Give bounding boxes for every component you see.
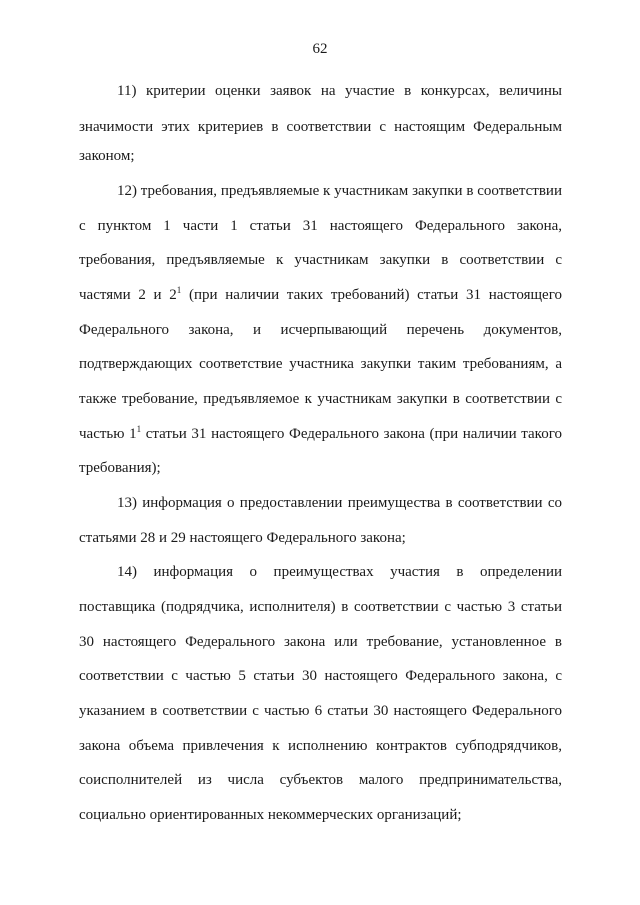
text-segment: статьи 31 настоящего Федерального закона (при наличии такого xyxy=(141,426,562,442)
text-segment: (при наличии таких требований) статьи 31 настоящего xyxy=(181,287,562,303)
text-line: 14) информация о преимуществах участия в определении xyxy=(117,564,562,580)
text-line: 13) информация о предоставлении преимущества в соответствии со xyxy=(117,495,562,511)
text-line: также требование, предъявляемое к участникам закупки в соответствии с xyxy=(79,391,562,407)
text-line: соответствии с частью 5 статьи 30 настоящего Федерального закона, с xyxy=(79,668,562,684)
superscript: 1 xyxy=(176,285,182,295)
text-line-with-superscript xyxy=(79,424,562,444)
text-line-with-superscript xyxy=(79,285,562,305)
text-segment: частями 2 и 2 xyxy=(79,287,177,303)
text-line: Федерального закона, и исчерпывающий перечень документов, xyxy=(79,322,562,338)
text-line: требования); xyxy=(79,460,161,476)
text-line: статьями 28 и 29 настоящего Федерального закона; xyxy=(79,530,406,546)
text-line: подтверждающих соответствие участника закупки таким требованиям, а xyxy=(79,356,562,372)
superscript: 1 xyxy=(136,424,142,434)
text-line: 12) требования, предъявляемые к участникам закупки в соответствии xyxy=(117,183,562,199)
page-number: 62 xyxy=(312,41,328,57)
text-line: соисполнителей из числа субъектов малого предпринимательства, xyxy=(79,772,562,788)
text-line: 30 настоящего Федерального закона или требование, установленное в xyxy=(79,634,562,650)
text-line: указанием в соответствии с частью 6 статьи 30 настоящего Федерального xyxy=(79,703,562,719)
text-line: социально ориентированных некоммерческих организаций; xyxy=(79,807,462,823)
text-segment: частью 1 xyxy=(79,426,137,442)
text-line: 11) критерии оценки заявок на участие в конкурсах, величины xyxy=(117,83,562,99)
text-line: требования, предъявляемые к участникам закупки в соответствии с xyxy=(79,252,562,268)
text-line: законом; xyxy=(79,148,135,164)
text-line: поставщика (подрядчика, исполнителя) в соответствии с частью 3 статьи xyxy=(79,599,562,615)
text-line: значимости этих критериев в соответствии с настоящим Федеральным xyxy=(79,119,562,135)
text-line: с пунктом 1 части 1 статьи 31 настоящего Федерального закона, xyxy=(79,218,562,234)
text-line: закона объема привлечения к исполнению контрактов субподрядчиков, xyxy=(79,738,562,754)
